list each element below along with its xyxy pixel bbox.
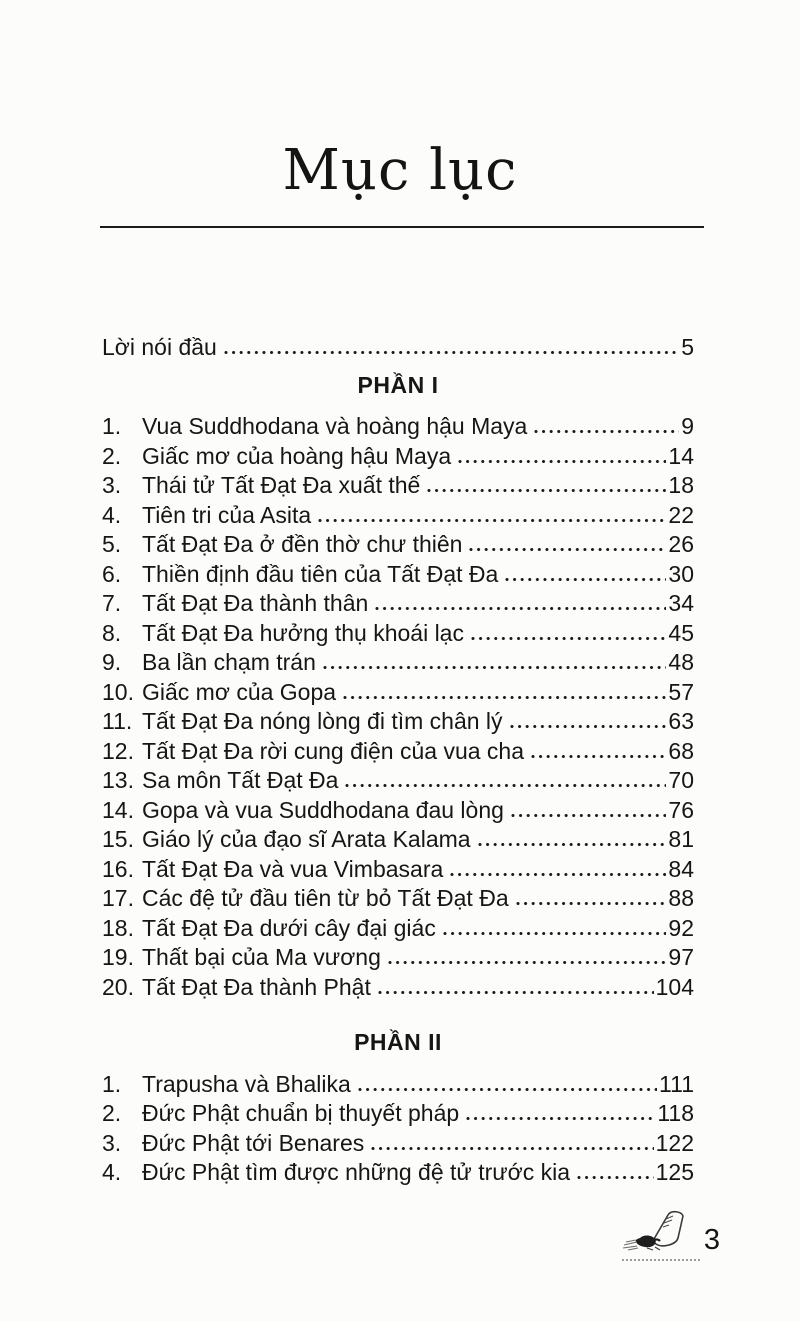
toc-section xyxy=(102,1028,694,1188)
toc-item-number: 7. xyxy=(102,590,122,616)
toc-item-title: Giấc mơ của hoàng hậu Maya xyxy=(142,442,452,469)
toc-item-title: Thái tử Tất Đạt Đa xuất thế xyxy=(142,472,421,498)
toc-item-title: Đức Phật chuẩn bị thuyết pháp xyxy=(142,1100,460,1126)
toc-item xyxy=(102,796,694,826)
toc-item-page: 63 xyxy=(668,708,694,734)
toc-item-page: 22 xyxy=(668,501,694,528)
preface-row xyxy=(102,333,694,363)
toc-item-number: 15. xyxy=(102,826,134,852)
dot-leader xyxy=(443,931,667,936)
toc-item-number: 2. xyxy=(102,1100,122,1126)
dot-leader xyxy=(450,872,666,877)
toc-item xyxy=(102,560,694,590)
toc-content xyxy=(102,333,694,1188)
preface-page: 5 xyxy=(681,334,694,360)
toc-item-page: 45 xyxy=(668,619,694,646)
toc-item xyxy=(102,737,694,767)
toc-item-title: Đức Phật tới Benares xyxy=(142,1129,365,1156)
toc-item xyxy=(102,973,694,1003)
toc-item-number: 3. xyxy=(102,1129,122,1156)
toc-item-number: 11. xyxy=(102,708,133,734)
dot-leader xyxy=(534,429,679,434)
toc-item-number: 4. xyxy=(102,501,122,528)
toc-item xyxy=(102,589,694,619)
toc-item xyxy=(102,678,694,708)
toc-item-number: 1. xyxy=(102,1070,122,1097)
toc-item-title: Tiên tri của Asita xyxy=(142,501,312,528)
toc-item-page: 26 xyxy=(668,531,694,557)
toc-item xyxy=(102,442,694,472)
toc-item-number: 17. xyxy=(102,885,134,911)
toc-item-number: 19. xyxy=(102,944,134,970)
dot-leader xyxy=(371,1146,653,1151)
toc-item-number: 10. xyxy=(102,678,134,705)
dot-leader xyxy=(478,842,667,847)
toc-item xyxy=(102,766,694,796)
dot-leader xyxy=(345,783,666,788)
toc-item xyxy=(102,619,694,649)
toc-item-number: 14. xyxy=(102,796,134,823)
toc-item-title: Tất Đạt Đa dưới cây đại giác xyxy=(142,914,436,941)
toc-item-page: 34 xyxy=(668,590,694,616)
toc-item-title: Gopa và vua Suddhodana đau lòng xyxy=(142,796,504,823)
dot-leader xyxy=(505,577,666,582)
dot-leader xyxy=(471,636,666,641)
toc-item-title: Trapusha và Bhalika xyxy=(142,1070,351,1097)
toc-item-number: 9. xyxy=(102,649,122,675)
toc-item xyxy=(102,1158,694,1188)
toc-item-title: Thất bại của Ma vương xyxy=(142,944,381,970)
toc-item-page: 92 xyxy=(668,914,694,941)
toc-item-number: 13. xyxy=(102,767,134,793)
toc-item xyxy=(102,1129,694,1159)
dot-leader xyxy=(323,665,667,670)
toc-item-number: 16. xyxy=(102,855,134,882)
toc-item-title: Tất Đạt Đa thành Phật xyxy=(142,973,371,1000)
toc-item xyxy=(102,530,694,560)
page-footer xyxy=(622,1210,720,1261)
toc-item xyxy=(102,501,694,531)
toc-item-number: 12. xyxy=(102,737,134,764)
toc-item xyxy=(102,825,694,855)
toc-item xyxy=(102,1099,694,1129)
toc-item-page: 88 xyxy=(668,885,694,911)
toc-item-title: Tất Đạt Đa hưởng thụ khoái lạc xyxy=(142,619,464,646)
toc-item-number: 1. xyxy=(102,413,122,439)
toc-item-number: 5. xyxy=(102,531,122,557)
toc-item xyxy=(102,707,694,737)
toc-item-page: 81 xyxy=(668,826,694,852)
dot-leader xyxy=(510,724,667,729)
toc-item-title: Tất Đạt Đa và vua Vimbasara xyxy=(142,855,444,882)
dot-leader xyxy=(531,754,666,759)
dot-leader xyxy=(378,990,654,995)
toc-item xyxy=(102,943,694,973)
toc-item-page: 111 xyxy=(659,1070,694,1097)
toc-item xyxy=(102,884,694,914)
footer-page-number: 3 xyxy=(703,1224,720,1256)
preface-label: Lời nói đầu xyxy=(102,334,217,360)
page-title: Mục lục xyxy=(282,138,518,203)
dot-leader xyxy=(358,1087,657,1092)
toc-item-title: Tất Đạt Đa ở đền thờ chư thiên xyxy=(142,531,463,557)
toc-item xyxy=(102,471,694,501)
section-heading: PHẦN II xyxy=(354,1029,442,1055)
toc-item-title: Giấc mơ của Gopa xyxy=(142,678,337,705)
toc-item-page: 97 xyxy=(668,944,694,970)
toc-item-title: Tất Đạt Đa nóng lòng đi tìm chân lý xyxy=(142,708,503,734)
toc-item-page: 104 xyxy=(655,973,694,1000)
toc-item-page: 118 xyxy=(657,1100,694,1126)
dot-leader xyxy=(375,606,666,611)
toc-item-title: Sa môn Tất Đạt Đa xyxy=(142,767,339,793)
toc-item-title: Các đệ tử đầu tiên từ bỏ Tất Đạt Đa xyxy=(142,885,509,911)
toc-item-number: 18. xyxy=(102,914,134,941)
dot-leader xyxy=(224,350,679,355)
toc-item xyxy=(102,412,694,442)
toc-item-page: 68 xyxy=(668,737,694,764)
toc-item-number: 4. xyxy=(102,1159,122,1185)
toc-item-title: Tất Đạt Đa thành thân xyxy=(142,590,369,616)
toc-item-page: 48 xyxy=(668,649,694,675)
dot-leader xyxy=(427,488,666,493)
toc-item xyxy=(102,1070,694,1100)
dot-leader xyxy=(516,901,667,906)
toc-item-title: Ba lần chạm trán xyxy=(142,649,316,675)
toc-item-title: Đức Phật tìm được những đệ tử trước kia xyxy=(142,1159,571,1185)
toc-item-page: 122 xyxy=(655,1129,694,1156)
toc-item-number: 8. xyxy=(102,619,122,646)
toc-item-page: 70 xyxy=(668,767,694,793)
toc-item-title: Giáo lý của đạo sĩ Arata Kalama xyxy=(142,826,471,852)
toc-item-page: 30 xyxy=(668,560,694,587)
dot-leader xyxy=(343,695,666,700)
toc-item-number: 2. xyxy=(102,442,122,469)
dot-leader xyxy=(511,813,666,818)
toc-item-page: 84 xyxy=(668,855,694,882)
dot-leader xyxy=(469,547,666,552)
dot-leader xyxy=(458,459,666,464)
section-heading: PHẦN I xyxy=(357,371,439,398)
toc-item-number: 20. xyxy=(102,973,134,1000)
dot-leader xyxy=(466,1116,655,1121)
toc-item xyxy=(102,855,694,885)
toc-section xyxy=(102,371,694,1003)
toc-item-title: Thiền định đầu tiên của Tất Đạt Đa xyxy=(142,560,499,587)
toc-item-title: Vua Suddhodana và hoàng hậu Maya xyxy=(142,413,528,439)
toc-item xyxy=(102,914,694,944)
toc-sections xyxy=(102,371,694,1188)
toc-item-page: 57 xyxy=(668,678,694,705)
dot-leader xyxy=(577,1175,654,1180)
title-divider xyxy=(100,226,704,228)
toc-item-page: 18 xyxy=(668,472,694,498)
bird-sketch-icon xyxy=(622,1210,700,1252)
dot-leader xyxy=(318,518,666,523)
toc-item-number: 3. xyxy=(102,472,122,498)
toc-item-page: 14 xyxy=(668,442,694,469)
toc-item-title: Tất Đạt Đa rời cung điện của vua cha xyxy=(142,737,525,764)
toc-item-number: 6. xyxy=(102,560,122,587)
toc-item-page: 125 xyxy=(655,1159,694,1185)
toc-item-page: 76 xyxy=(668,796,694,823)
footer-decoration xyxy=(622,1210,700,1261)
dot-leader xyxy=(388,960,667,965)
toc-item xyxy=(102,648,694,678)
toc-item-page: 9 xyxy=(681,413,694,439)
